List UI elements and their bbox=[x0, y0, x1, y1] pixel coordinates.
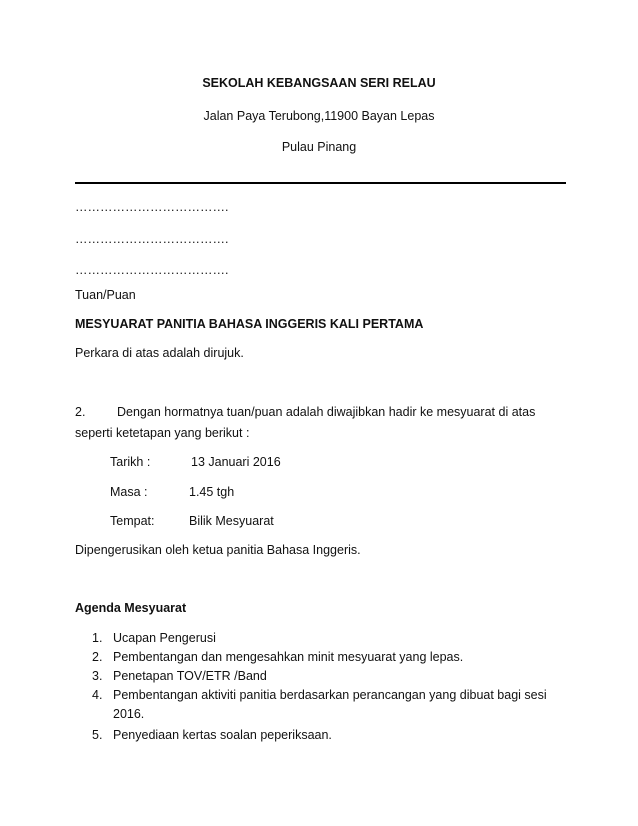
paragraph-number: 2. bbox=[75, 405, 86, 419]
agenda-item-number: 1. bbox=[92, 631, 103, 645]
salutation: Tuan/Puan bbox=[75, 288, 136, 302]
place-value: Bilik Mesyuarat bbox=[189, 514, 274, 528]
recipient-line-3: ………………………………. bbox=[75, 263, 229, 277]
time-label: Masa : bbox=[110, 485, 148, 499]
place-label: Tempat: bbox=[110, 514, 155, 528]
agenda-item-text: Pembentangan dan mengesahkan minit mesyuarat yang lepas. bbox=[113, 650, 464, 664]
date-value: 13 Januari 2016 bbox=[191, 455, 281, 469]
agenda-item-number: 4. bbox=[92, 688, 103, 702]
paragraph-line-1: Dengan hormatnya tuan/puan adalah diwajibkan hadir ke mesyuarat di atas bbox=[117, 405, 536, 419]
agenda-item-text: Penyediaan kertas soalan peperiksaan. bbox=[113, 728, 332, 742]
agenda-item-number: 3. bbox=[92, 669, 103, 683]
paragraph-line-2: seperti ketetapan yang berikut : bbox=[75, 426, 250, 440]
agenda-title: Agenda Mesyuarat bbox=[75, 601, 187, 615]
date-label: Tarikh : bbox=[110, 455, 151, 469]
school-name: SEKOLAH KEBANGSAAN SERI RELAU bbox=[202, 76, 436, 90]
time-value: 1.45 tgh bbox=[189, 485, 235, 499]
recipient-line-1: ………………………………. bbox=[75, 200, 229, 214]
chair-line: Dipengerusikan oleh ketua panitia Bahasa Inggeris. bbox=[75, 543, 361, 557]
agenda-item-text: Ucapan Pengerusi bbox=[113, 631, 216, 645]
agenda-item-text: Penetapan TOV/ETR /Band bbox=[113, 669, 267, 683]
agenda-item-text-continued: 2016. bbox=[113, 707, 145, 721]
subject-heading: MESYUARAT PANITIA BAHASA INGGERIS KALI PERTAMA bbox=[75, 317, 424, 331]
address-line-2: Pulau Pinang bbox=[281, 140, 357, 154]
agenda-item-number: 2. bbox=[92, 650, 103, 664]
agenda-item-text: Pembentangan aktiviti panitia berdasarkan perancangan yang dibuat bagi sesi bbox=[113, 688, 547, 702]
reference-line: Perkara di atas adalah dirujuk. bbox=[75, 346, 244, 360]
header-divider bbox=[75, 182, 566, 184]
recipient-line-2: ………………………………. bbox=[75, 232, 229, 246]
address-line-1: Jalan Paya Terubong,11900 Bayan Lepas bbox=[203, 109, 435, 123]
agenda-item-number: 5. bbox=[92, 728, 103, 742]
